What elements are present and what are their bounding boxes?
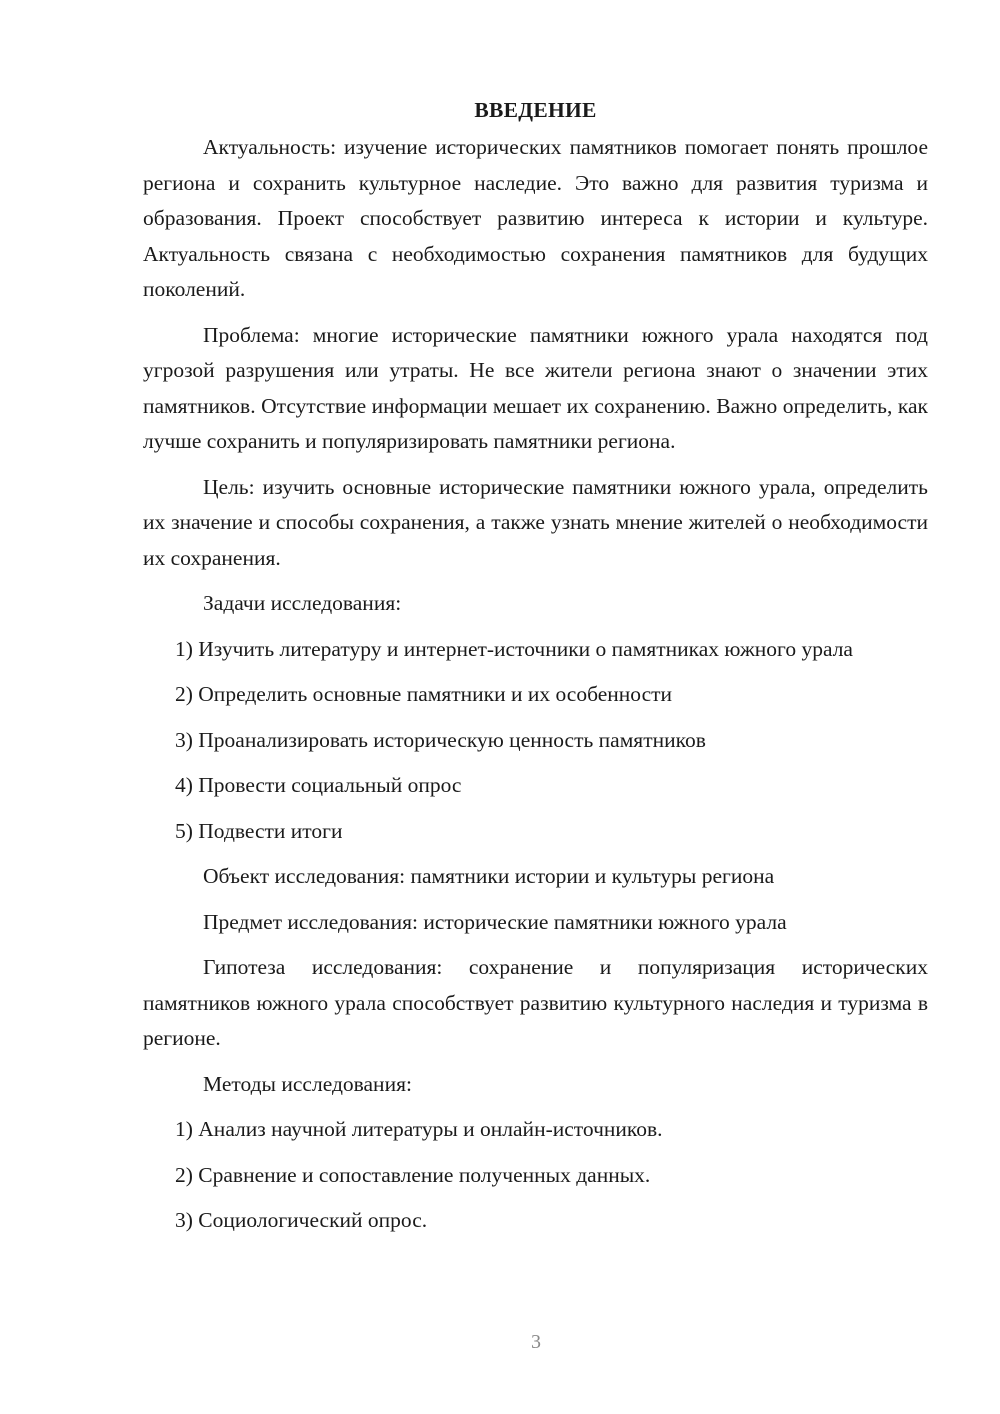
page-title: ВВЕДЕНИЕ xyxy=(474,98,597,122)
task-item-2: 2) Определить основные памятники и их особенности xyxy=(175,682,673,706)
task-item-5: 5) Подвести итоги xyxy=(175,818,343,843)
problem-paragraph: Проблема: многие исторические памятники южного урала находятся под угрозой разрушения или утраты. Не все жители региона знают о значении этих памятников. Отсутствие информации мешает их сохранению. Важно определить, как лучше сохранить и популяризировать памятники региона. xyxy=(143,322,928,453)
method-item-3: 3) Социологический опрос. xyxy=(175,1208,428,1232)
document-page xyxy=(143,92,928,1239)
task-item-4: 4) Провести социальный опрос xyxy=(175,773,462,797)
hypothesis-paragraph: Гипотеза исследования: сохранение и популяризация исторических памятников южного урала способствует развитию культурного наследия и туризма в регионе. xyxy=(143,955,928,1050)
subject-paragraph: Предмет исследования: исторические памятники южного урала xyxy=(203,909,787,934)
relevance-paragraph: Актуальность: изучение исторических памятников помогает понять прошлое региона и сохранить культурное наследие. Это важно для развития туризма и образования. Проект способствует развитию интереса к истории и культуре. Актуальность связана с необходимостью сохранения памятников для будущих поколений. xyxy=(143,135,928,301)
methods-heading: Методы исследования: xyxy=(203,1071,412,1096)
tasks-heading: Задачи исследования: xyxy=(203,591,402,615)
method-item-2: 2) Сравнение и сопоставление полученных данных. xyxy=(175,1162,651,1187)
method-item-1: 1) Анализ научной литературы и онлайн-источников. xyxy=(175,1117,663,1141)
page-number: 3 xyxy=(531,1331,541,1353)
task-item-3: 3) Проанализировать историческую ценность памятников xyxy=(175,727,706,752)
task-item-1: 1) Изучить литературу и интернет-источники о памятниках южного урала xyxy=(175,636,853,661)
goal-paragraph: Цель: изучить основные исторические памятники южного урала, определить их значение и способы сохранения, а также узнать мнение жителей о необходимости их сохранения. xyxy=(143,474,928,570)
object-paragraph: Объект исследования: памятники истории и культуры региона xyxy=(203,864,775,888)
